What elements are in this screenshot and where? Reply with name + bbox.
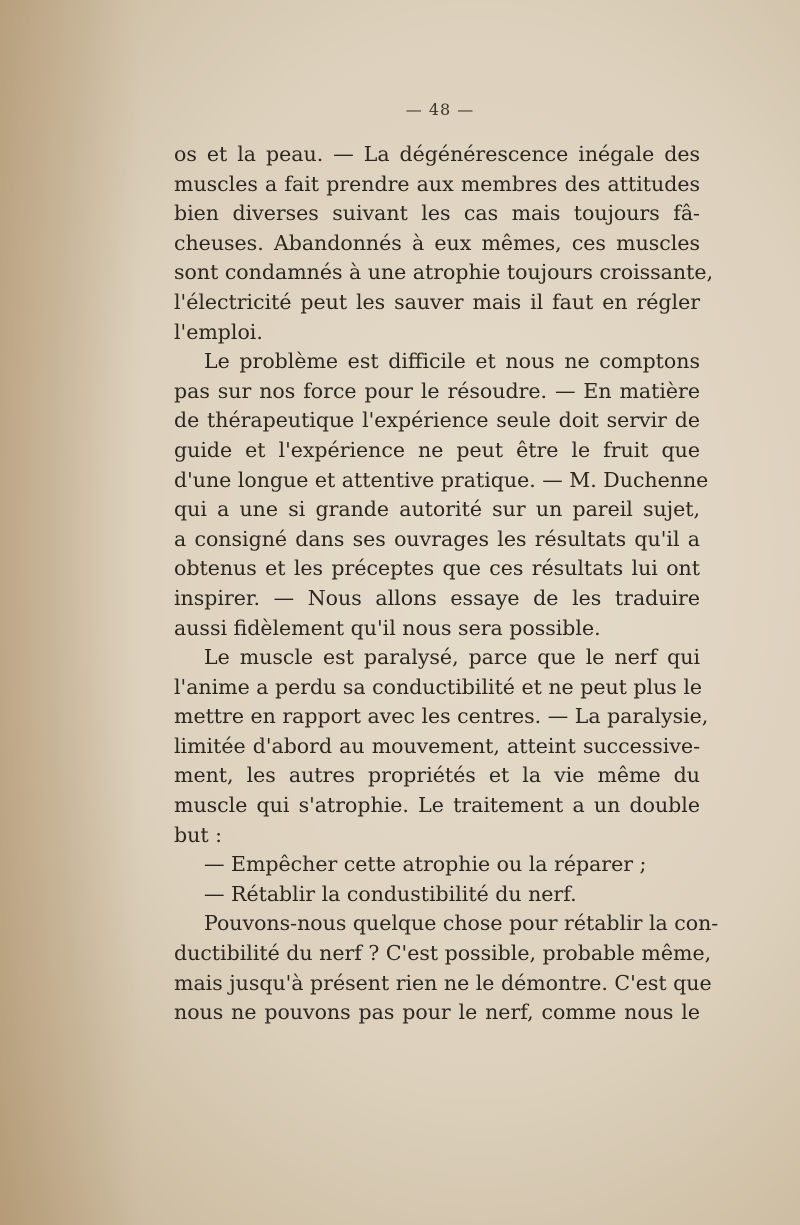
text-line: aussi fidèlement qu'il nous sera possible.	[174, 615, 601, 640]
text-line: mettre en rapport avec les centres. — La paralysie,	[174, 704, 709, 729]
text-line: muscle qui s'atrophie. Le traitement a un double	[174, 793, 700, 818]
text-line: Le muscle est paralysé, parce que le nerf qui	[204, 645, 700, 670]
text-line: ment, les autres propriétés et la vie même du	[174, 763, 700, 788]
text-line: l'électricité peut les sauver mais il faut en régler	[174, 289, 700, 314]
text-line: l'anime a perdu sa conductibilité et ne peut plus le	[174, 674, 703, 699]
text-line: — Empêcher cette atrophie ou la réparer ;	[204, 852, 647, 877]
text-line: de thérapeutique l'expérience seule doit servir de	[174, 408, 700, 433]
text-line: bien diverses suivant les cas mais toujours fâ-	[174, 201, 700, 226]
body-text	[174, 140, 719, 1028]
text-line: pas sur nos force pour le résoudre. — En matière	[174, 378, 700, 403]
text-line: Pouvons-nous quelque chose pour rétablir la con-	[204, 911, 719, 936]
text-line: qui a une si grande autorité sur un pareil sujet,	[174, 497, 700, 522]
page-shadow	[0, 0, 140, 1225]
text-line: — Rétablir la condustibilité du nerf.	[204, 881, 577, 906]
text-line: muscles a fait prendre aux membres des attitudes	[174, 171, 700, 196]
text-line: l'emploi.	[174, 319, 263, 344]
page-number: — 48 —	[405, 100, 475, 119]
text-line: d'une longue et attentive pratique. — M. Duchenne	[174, 467, 709, 492]
text-line: mais jusqu'à présent rien ne le démontre. C'est que	[174, 970, 712, 995]
text-line: os et la peau. — La dégénérescence inégale des	[174, 142, 700, 166]
text-line: ductibilité du nerf ? C'est possible, probable même,	[174, 941, 712, 966]
text-line: limitée d'abord au mouvement, atteint successive-	[174, 733, 700, 758]
text-line: nous ne pouvons pas pour le nerf, comme nous le	[174, 1000, 700, 1025]
text-line: a consigné dans ses ouvrages les résultats qu'il a	[174, 526, 700, 551]
text-line: obtenus et les préceptes que ces résultats lui ont	[174, 556, 700, 581]
text-line: cheuses. Abandonnés à eux mêmes, ces muscles	[174, 230, 700, 255]
text-line: guide et l'expérience ne peut être le fruit que	[174, 437, 700, 462]
text-line: Le problème est difficile et nous ne comptons	[204, 349, 700, 374]
text-line: but :	[174, 822, 222, 847]
text-line: sont condamnés à une atrophie toujours croissante,	[174, 260, 713, 285]
text-line: inspirer. — Nous allons essaye de les traduire	[174, 585, 700, 610]
